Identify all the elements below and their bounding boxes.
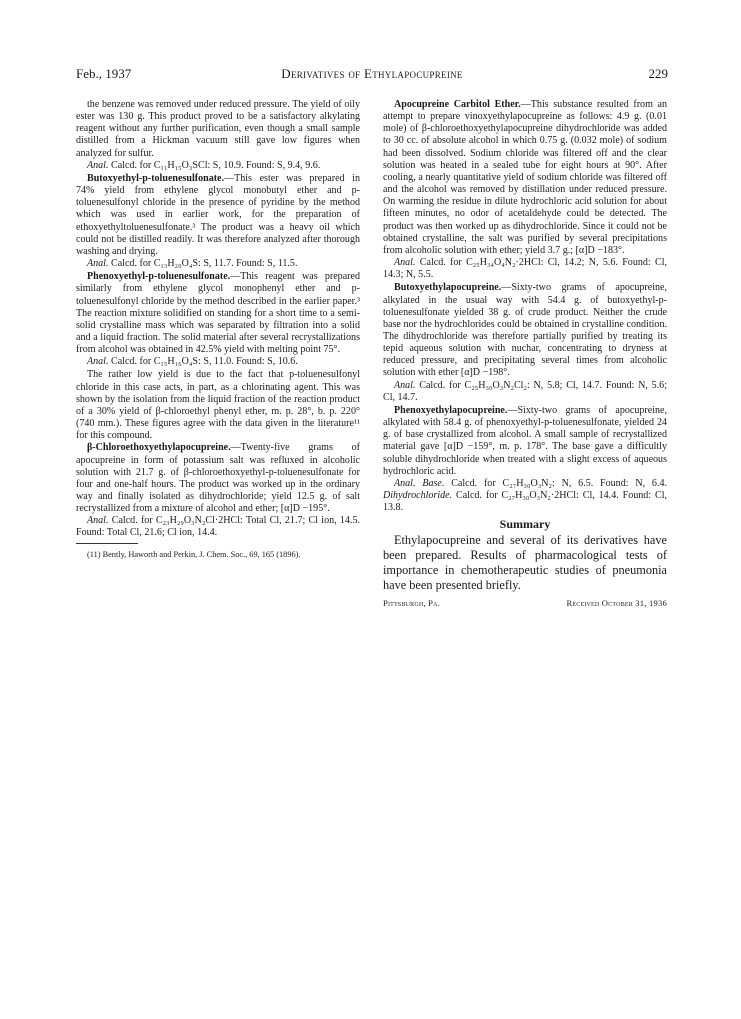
analysis-text: Calcd. for C₂₇H₃₀O₃N₂·2HCl: Cl, 14.4. Found: Cl, 13.8.: [383, 490, 667, 514]
section-text: —This substance resulted from an attempt to prepare vinoxyethylapocupreine as follows: 4.9 g. (0.01 mole) of β-chloroethoxyethylapocupreine dihydrochloride was added to 30 cc. of absolute alcohol in which 0.75 g. (0.032 mole) of sodium had been dissolved. Sodium chloride was filtered off and the clear solution was heated in a sealed tube for eight hours at 90°. After cooling, a nearly quantitative yield of sodium chloride was filtered off and the alcohol was removed by distillation under reduced pressure. On warming the residue in dilute hydrochloric acid solution for about fifteen minutes, no odor of acetaldehyde could be detected. The product was then worked up as dihydrochloride. Since it could not be obtained crystalline, the salt was purified by several precipitations from alcoholic solution with ether; yield 3.7 g.; [α]D −183°.: [383, 99, 667, 256]
summary-text: Ethylapocupreine and several of its derivatives have been prepared. Results of pharmacological tests of importance in chemotherapeutic studies of pneumonia have been presented briefly.: [383, 533, 667, 592]
section-text: —This ester was prepared in 74% yield from ethylene glycol monobutyl ether and p-toluenesulfonyl chloride in the presence of pyridine by the method which was used in earlier work, for the preparation of ethoxyethyltoluenesulfonate.³ The product was a heavy oil which could not be distilled readily. It was therefore analyzed after thorough washing and drying.: [76, 172, 360, 257]
section-heading: Butoxyethylapocupreine.: [394, 282, 502, 294]
paragraph-benzene-removal: the benzene was removed under reduced pressure. The yield of oily ester was 130 g. This product proved to be a satisfactory alkylating reagent without any further purification, even though a small sample distilled from a Hickman vacuum still gave low figures when analyzed for sulfur.: [76, 99, 360, 159]
section-butoxyethyl-toluenesulfonate: [76, 173, 360, 258]
received-date: Received October 31, 1936: [566, 597, 667, 608]
analysis-4: [76, 515, 360, 539]
analysis-text: Calcd. for C₂₅H₃₄O₄N₂·2HCl: Cl, 14.2; N, 5.6. Found: Cl, 14.3; N, 5.5.: [383, 257, 667, 281]
section-text: —Sixty-two grams of apocupreine, alkylated in the usual way with 54.4 g. of butoxyethyl-p-toluenesulfonate yielded 38 g. of crude product. Neither the crude base nor the hydrochlorides could be obtained in crystalline condition. The dihydrochloride was therefore partially purified by treating its tepid aqueous solution with nuchar, concentrating to dryness at reduced pressure, and precipitating several times from alcoholic solution with ether [α]D −198°.: [383, 282, 667, 379]
running-title: Derivatives of Ethylapocupreine: [281, 66, 463, 81]
section-heading: β-Chloroethoxyethylapocupreine.: [87, 442, 231, 454]
anal-label: Anal.: [87, 515, 109, 527]
summary-heading: Summary: [499, 517, 551, 532]
author-location: Pittsburgh, Pa.: [383, 597, 441, 608]
anal-label: Anal.: [394, 257, 416, 269]
section-text: —This reagent was prepared similarly from ethylene glycol monophenyl ether and p-toluenesulfonyl chloride by the method described in the earlier paper.³ The reaction mixture solidified on standing for a short time to a semi-solid crystalline mass which was separated by filtration into a solid and a liquid fraction. The solid material after several recrystallizations from alcohol was obtained in 42.5% yield with melting point 75°.: [76, 271, 360, 356]
anal-label: Anal.: [87, 159, 109, 171]
base-label: Base.: [422, 477, 445, 489]
analysis-7: [383, 478, 667, 514]
analysis-text: Calcd. for C₂₃H₂₉O₃N₂Cl·2HCl: Total Cl, 21.7; Cl ion, 14.5. Found: Total Cl, 21.6; Cl ion, 14.4.: [76, 515, 360, 539]
paragraph-low-yield: The rather low yield is due to the fact that p-toluenesulfonyl chloride in this case acts, in part, as a chlorinating agent. This was shown by the isolation from the liquid fraction of the reaction product of a 30% yield of β-chloroethyl phenyl ether, m. p. 28°, b. p. 220° (740 mm.). These figures agree with the data given in the literature¹¹ for this compound.: [76, 369, 360, 442]
section-heading: Butoxyethyl-p-toluenesulfonate.: [87, 172, 225, 184]
section-carbitol-ether: [383, 99, 667, 257]
header-date: Feb., 1937: [76, 66, 132, 81]
signature-line: [383, 597, 667, 609]
analysis-2: [76, 258, 360, 270]
section-text: —Twenty-five grams of apocupreine in form of potassium salt was refluxed in alcoholic solution with 21.7 g. of β-chloroethoxyethyl-p-toluenesulfonate for four and one-half hours. The product was worked up in the ordinary way and finally isolated as dihydrochloride; yield 12.5 g. of salt recrystallized from a mixture of alcohol and ether; [α]D −195°.: [76, 442, 360, 515]
analysis-6: [383, 380, 667, 404]
section-heading: Phenoxyethylapocupreine.: [394, 404, 508, 416]
anal-label: Anal.: [87, 356, 109, 368]
analysis-text: Calcd. for C₂₅H₃₀O₃N₂Cl₂: N, 5.8; Cl, 14.7. Found: N, 5.6; Cl, 14.7.: [383, 379, 667, 403]
dihydrochloride-label: Dihydrochloride.: [383, 490, 453, 501]
page-number: 229: [648, 66, 668, 81]
section-phenoxyethyl-toluenesulfonate: [76, 271, 360, 356]
analysis-text: Calcd. for C₂₇H₃₀O₃N₂: N, 6.5. Found: N, 6.4.: [444, 477, 667, 489]
anal-label: Anal.: [394, 379, 416, 391]
footnote-divider: [76, 543, 138, 544]
analysis-3: [76, 356, 360, 368]
section-text: —Sixty-two grams of apocupreine, alkylated with 58.4 g. of phenoxyethyl-p-toluenesulfonate, yielded 24 g. of base crystallized from alcohol. A small sample of recrystallized material gave [α]D −159°, m. p. 178°. The base gave a difficultly soluble dihydrochloride when treated with a slight excess of aqueous hydrochloric acid.: [383, 404, 667, 477]
section-heading: Phenoxyethyl-p-toluenesulfonate.: [87, 271, 231, 283]
analysis-1: [76, 160, 360, 172]
footnote-11: (11) Bently, Haworth and Perkin, J. Chem. Soc., 69, 165 (1896).: [87, 549, 301, 559]
analysis-text: Calcd. for C₁₅H₁₆O₄S: S, 11.0. Found: S, 10.6.: [108, 356, 298, 368]
page-header: [76, 66, 668, 86]
analysis-text: Calcd. for C₁₃H₂₀O₄S: S, 11.7. Found: S, 11.5.: [108, 258, 298, 270]
section-butoxyethylapocupreine: [383, 282, 667, 379]
analysis-5: [383, 257, 667, 281]
section-phenoxyethylapocupreine: [383, 405, 667, 478]
anal-label: Anal.: [394, 477, 416, 489]
right-column: [383, 99, 667, 609]
anal-label: Anal.: [87, 258, 109, 270]
left-column: [76, 99, 360, 560]
analysis-text: Calcd. for C₁₁H₁₅O₃SCl: S, 10.9. Found: S, 9.4, 9.6.: [108, 159, 321, 171]
section-heading: Apocupreine Carbitol Ether.: [394, 99, 521, 110]
section-chloroethoxyethylapocupreine: [76, 442, 360, 515]
